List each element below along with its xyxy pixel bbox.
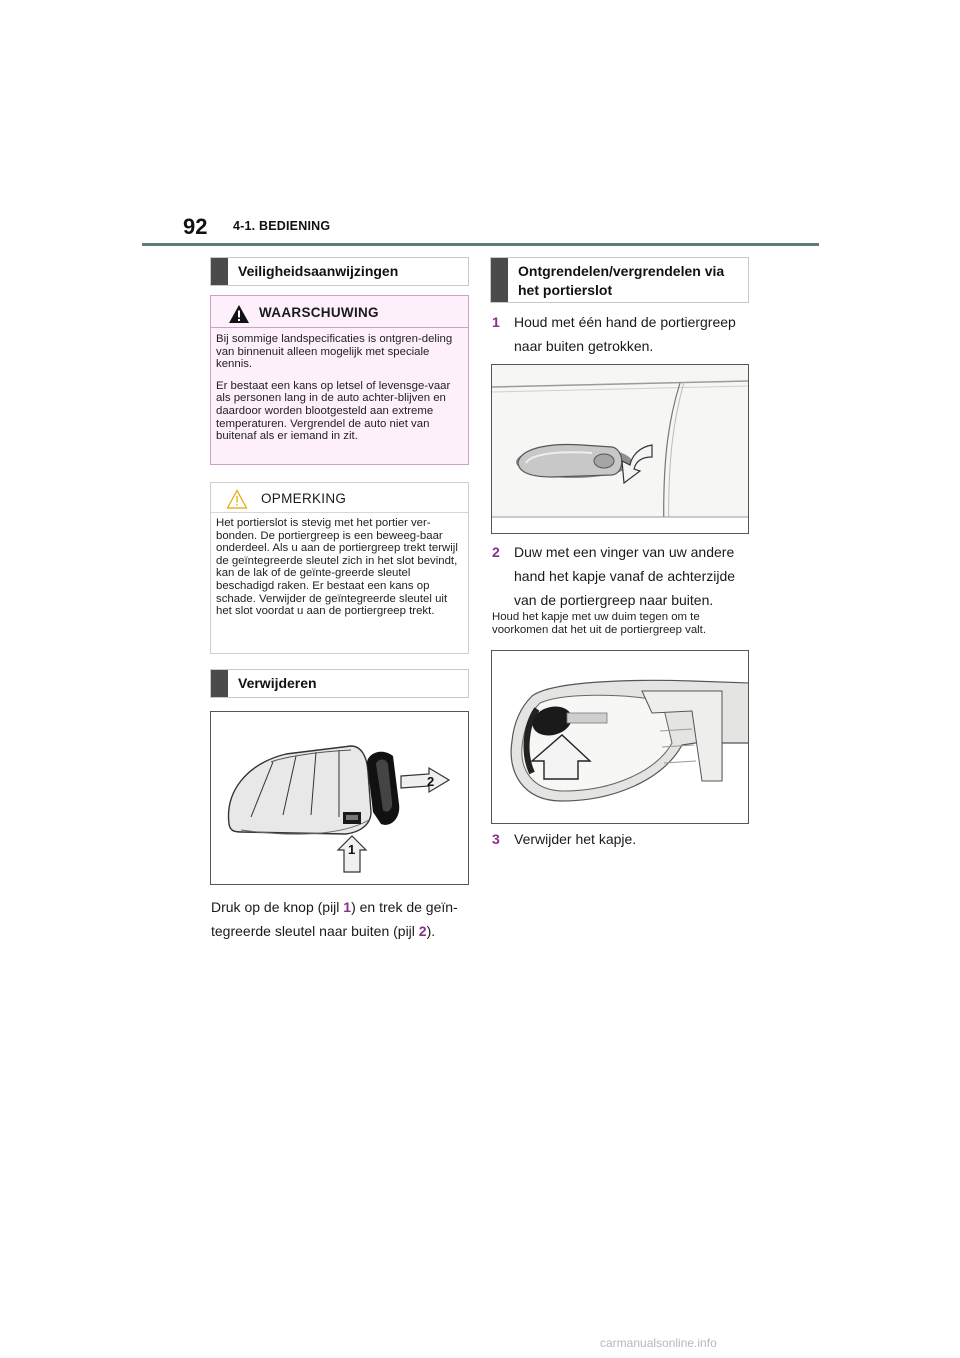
section-heading-remove [210, 669, 469, 698]
section-heading-bar [211, 670, 228, 697]
section-heading-bar [491, 258, 508, 302]
caption-text: ) en trek de geïn- [351, 899, 458, 915]
caption-text: Druk op de knop (pijl [211, 899, 344, 915]
warning-triangle-icon [228, 304, 250, 329]
section-heading-text: Verwijderen [238, 675, 317, 691]
arrow-label-1: 1 [348, 842, 356, 857]
caption-arrow-number-2: 2 [418, 923, 427, 939]
section-heading-text: Veiligheidsaanwijzingen [238, 263, 399, 279]
section-heading-text [518, 262, 724, 300]
door-handle-illustration [491, 364, 749, 534]
key-illustration [210, 711, 469, 885]
step-number-3: 3 [492, 831, 500, 847]
key-caption-line-1 [211, 895, 473, 919]
hint-text [492, 611, 754, 636]
section-heading-line-2: het portierslot [518, 282, 613, 298]
door-handle-drawing [492, 365, 749, 534]
step-2-line-3: van de portiergreep naar buiten. [514, 592, 714, 608]
chapter-title: 4-1. BEDIENING [233, 219, 331, 233]
note-text: Het portierslot is stevig met het portier ver-bonden. De portiergreep is een beweeg-baar onderdeel. Als u aan de portiergreep trekt terwijl de geïntegreerde sleutel zich in het slot bevindt, kan de lak of de geïnte-greerde sleutel beschadigd raken. Er bestaat een kans op schade. Verwijder de geïntegreerde sleutel uit het slot voordat u aan de portiergreep trekt. [216, 517, 458, 618]
hint-line-2: voorkomen dat het uit de portiergreep valt. [492, 623, 707, 636]
caption-arrow-number-1: 1 [343, 899, 352, 915]
section-heading-safety [210, 257, 469, 286]
caption-text: ). [426, 923, 436, 939]
step-2-line-2: hand het kapje vanaf de achterzijde [514, 568, 736, 584]
step-1 [492, 310, 754, 358]
note-box [210, 482, 469, 654]
header-divider [142, 243, 819, 246]
warning-divider [211, 327, 468, 328]
section-heading-line-1: Ontgrendelen/vergrendelen via [518, 263, 725, 279]
step-number-2: 2 [492, 544, 500, 560]
step-3-text: Verwijder het kapje. [514, 831, 637, 847]
handle-cap-drawing [492, 651, 749, 824]
watermark: carmanualsonline.info [600, 1336, 717, 1350]
key-drawing [211, 712, 469, 885]
section-heading-bar [211, 258, 228, 285]
handle-cap-illustration [491, 650, 749, 824]
step-1-line-2: naar buiten getrokken. [514, 338, 654, 354]
section-heading-door-lock [490, 257, 749, 303]
warning-box [210, 295, 469, 465]
step-2-line-1: Duw met een vinger van uw andere [514, 544, 735, 560]
warning-paragraph-2: Er bestaat een kans op letsel of levensge-vaar als personen lang in de auto achter-blijven en daardoor worden blootgesteld aan extreme temperaturen. Vergrendel de auto niet van buitenaf als er iemand in zit. [216, 379, 451, 443]
key-caption [211, 895, 473, 943]
step-number-1: 1 [492, 314, 500, 330]
step-2 [492, 540, 754, 612]
note-divider [211, 512, 468, 513]
arrow-label-2: 2 [427, 774, 435, 789]
key-caption-line-2 [211, 919, 473, 943]
page-number: 92 [183, 214, 208, 239]
note-title: OPMERKING [261, 491, 347, 506]
step-1-line-1: Houd met één hand de portiergreep [514, 314, 736, 330]
hint-line-1: Houd het kapje met uw duim tegen om te [492, 611, 700, 623]
warning-text [216, 333, 462, 452]
caution-triangle-icon [226, 489, 248, 514]
warning-paragraph-1: Bij sommige landspecificaties is ontgren-deling van binnenuit alleen mogelijk met speciale kennis. [216, 333, 453, 371]
caption-text: tegreerde sleutel naar buiten (pijl [211, 923, 419, 939]
warning-title: WAARSCHUWING [259, 305, 379, 320]
step-3 [492, 827, 754, 851]
